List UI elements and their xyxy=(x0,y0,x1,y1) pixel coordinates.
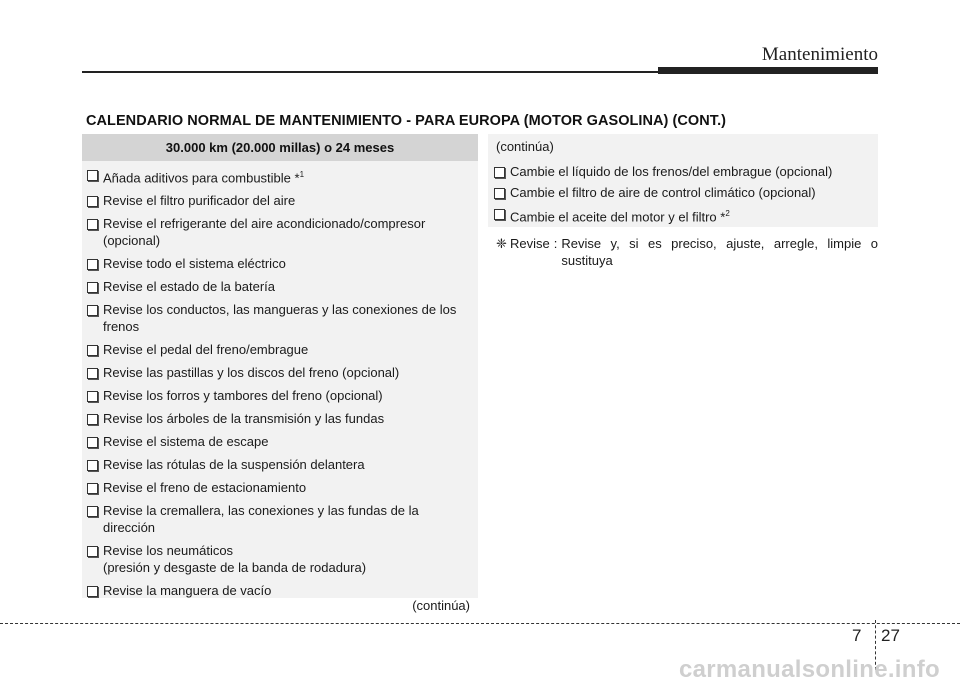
checkbox-icon xyxy=(87,437,98,448)
checkbox-icon xyxy=(87,391,98,402)
checkbox-icon xyxy=(87,305,98,316)
item-text: Revise las pastillas y los discos del freno (opcional) xyxy=(103,365,400,381)
list-item xyxy=(87,542,473,576)
checkbox-icon xyxy=(494,188,505,199)
item-text: Revise la cremallera, las conexiones y las fundas de la dirección xyxy=(103,503,419,536)
item-text: Revise los forros y tambores del freno (opcional) xyxy=(103,388,383,404)
item-text: Revise el freno de estacionamiento xyxy=(103,480,307,496)
watermark: carmanualsonline.info xyxy=(678,656,940,683)
list-item xyxy=(87,582,473,599)
header-title: Mantenimiento xyxy=(761,44,878,65)
footnote-ref: 1 xyxy=(299,170,305,179)
checkbox-icon xyxy=(494,209,505,220)
legend-definition: Revise y, si es preciso, ajuste, arregle, limpie o sustituya xyxy=(561,236,878,268)
list-item xyxy=(87,364,473,381)
list-item xyxy=(87,301,473,335)
right-item-list xyxy=(494,163,872,229)
item-text: Revise el refrigerante del aire acondicionado/compresor (opcional) xyxy=(103,216,426,249)
item-text: Revise la manguera de vacío xyxy=(103,583,272,599)
checkbox-icon xyxy=(87,586,98,597)
list-item xyxy=(87,433,473,450)
checkbox-icon xyxy=(87,483,98,494)
footer-dashed-rule xyxy=(0,623,960,624)
item-text: Revise las rótulas de la suspensión delantera xyxy=(103,457,365,473)
list-item xyxy=(494,184,872,201)
item-text: Añada aditivos para combustible * xyxy=(103,170,300,186)
item-text: Revise el estado de la batería xyxy=(103,279,275,295)
list-item xyxy=(87,215,473,249)
right-continued-label: (continúa) xyxy=(496,139,554,154)
chapter-number: 7 xyxy=(852,626,862,645)
header-rule-thin xyxy=(82,71,662,73)
checkbox-icon xyxy=(87,259,98,270)
list-item xyxy=(87,479,473,496)
list-item xyxy=(87,341,473,358)
checkbox-icon xyxy=(87,196,98,207)
item-text: Cambie el aceite del motor y el filtro * xyxy=(510,209,726,225)
checkbox-icon xyxy=(87,414,98,425)
page-number: 27 xyxy=(881,626,900,645)
list-item xyxy=(87,278,473,295)
header-rule-thick xyxy=(658,67,878,74)
item-text: Cambie el filtro de aire de control climático (opcional) xyxy=(510,185,816,200)
legend xyxy=(496,235,878,269)
checkbox-icon xyxy=(87,282,98,293)
checkbox-icon xyxy=(87,460,98,471)
list-item xyxy=(87,192,473,209)
checkbox-icon xyxy=(494,167,505,178)
item-text: Revise los neumáticos xyxy=(103,543,234,559)
item-text: Revise los conductos, las mangueras y las conexiones de los frenos xyxy=(103,302,457,335)
list-item xyxy=(87,166,473,186)
item-text: Revise todo el sistema eléctrico xyxy=(103,256,286,272)
checkbox-icon xyxy=(87,368,98,379)
checkbox-icon xyxy=(87,219,98,230)
item-text: Revise el pedal del freno/embrague xyxy=(103,342,309,358)
list-item xyxy=(87,255,473,272)
checkbox-icon xyxy=(87,170,98,181)
checkbox-icon xyxy=(87,345,98,356)
list-item xyxy=(87,456,473,473)
list-item xyxy=(494,163,872,180)
list-item xyxy=(87,502,473,536)
left-continued-label: (continúa) xyxy=(412,598,470,613)
footnote-ref: 2 xyxy=(725,209,730,218)
item-text-line2: (presión y desgaste de la banda de rodadura) xyxy=(103,560,367,576)
item-text: Cambie el líquido de los frenos/del embrague (opcional) xyxy=(510,164,833,179)
list-item xyxy=(87,410,473,427)
item-text: Revise los árboles de la transmisión y las fundas xyxy=(103,411,385,427)
item-text: Revise el filtro purificador del aire xyxy=(103,193,296,209)
legend-colon: : xyxy=(553,236,558,251)
left-item-list xyxy=(87,166,473,605)
item-text: Revise el sistema de escape xyxy=(103,434,269,450)
checkbox-icon xyxy=(87,546,98,557)
list-item xyxy=(87,387,473,404)
checkbox-icon xyxy=(87,506,98,517)
left-panel-heading: 30.000 km (20.000 millas) o 24 meses xyxy=(82,134,478,161)
legend-term: Revise xyxy=(510,236,550,251)
list-item xyxy=(494,205,872,225)
legend-symbol-icon: ❈ xyxy=(496,236,507,251)
section-title: CALENDARIO NORMAL DE MANTENIMIENTO - PARA EUROPA (MOTOR GASOLINA) (CONT.) xyxy=(86,113,727,129)
